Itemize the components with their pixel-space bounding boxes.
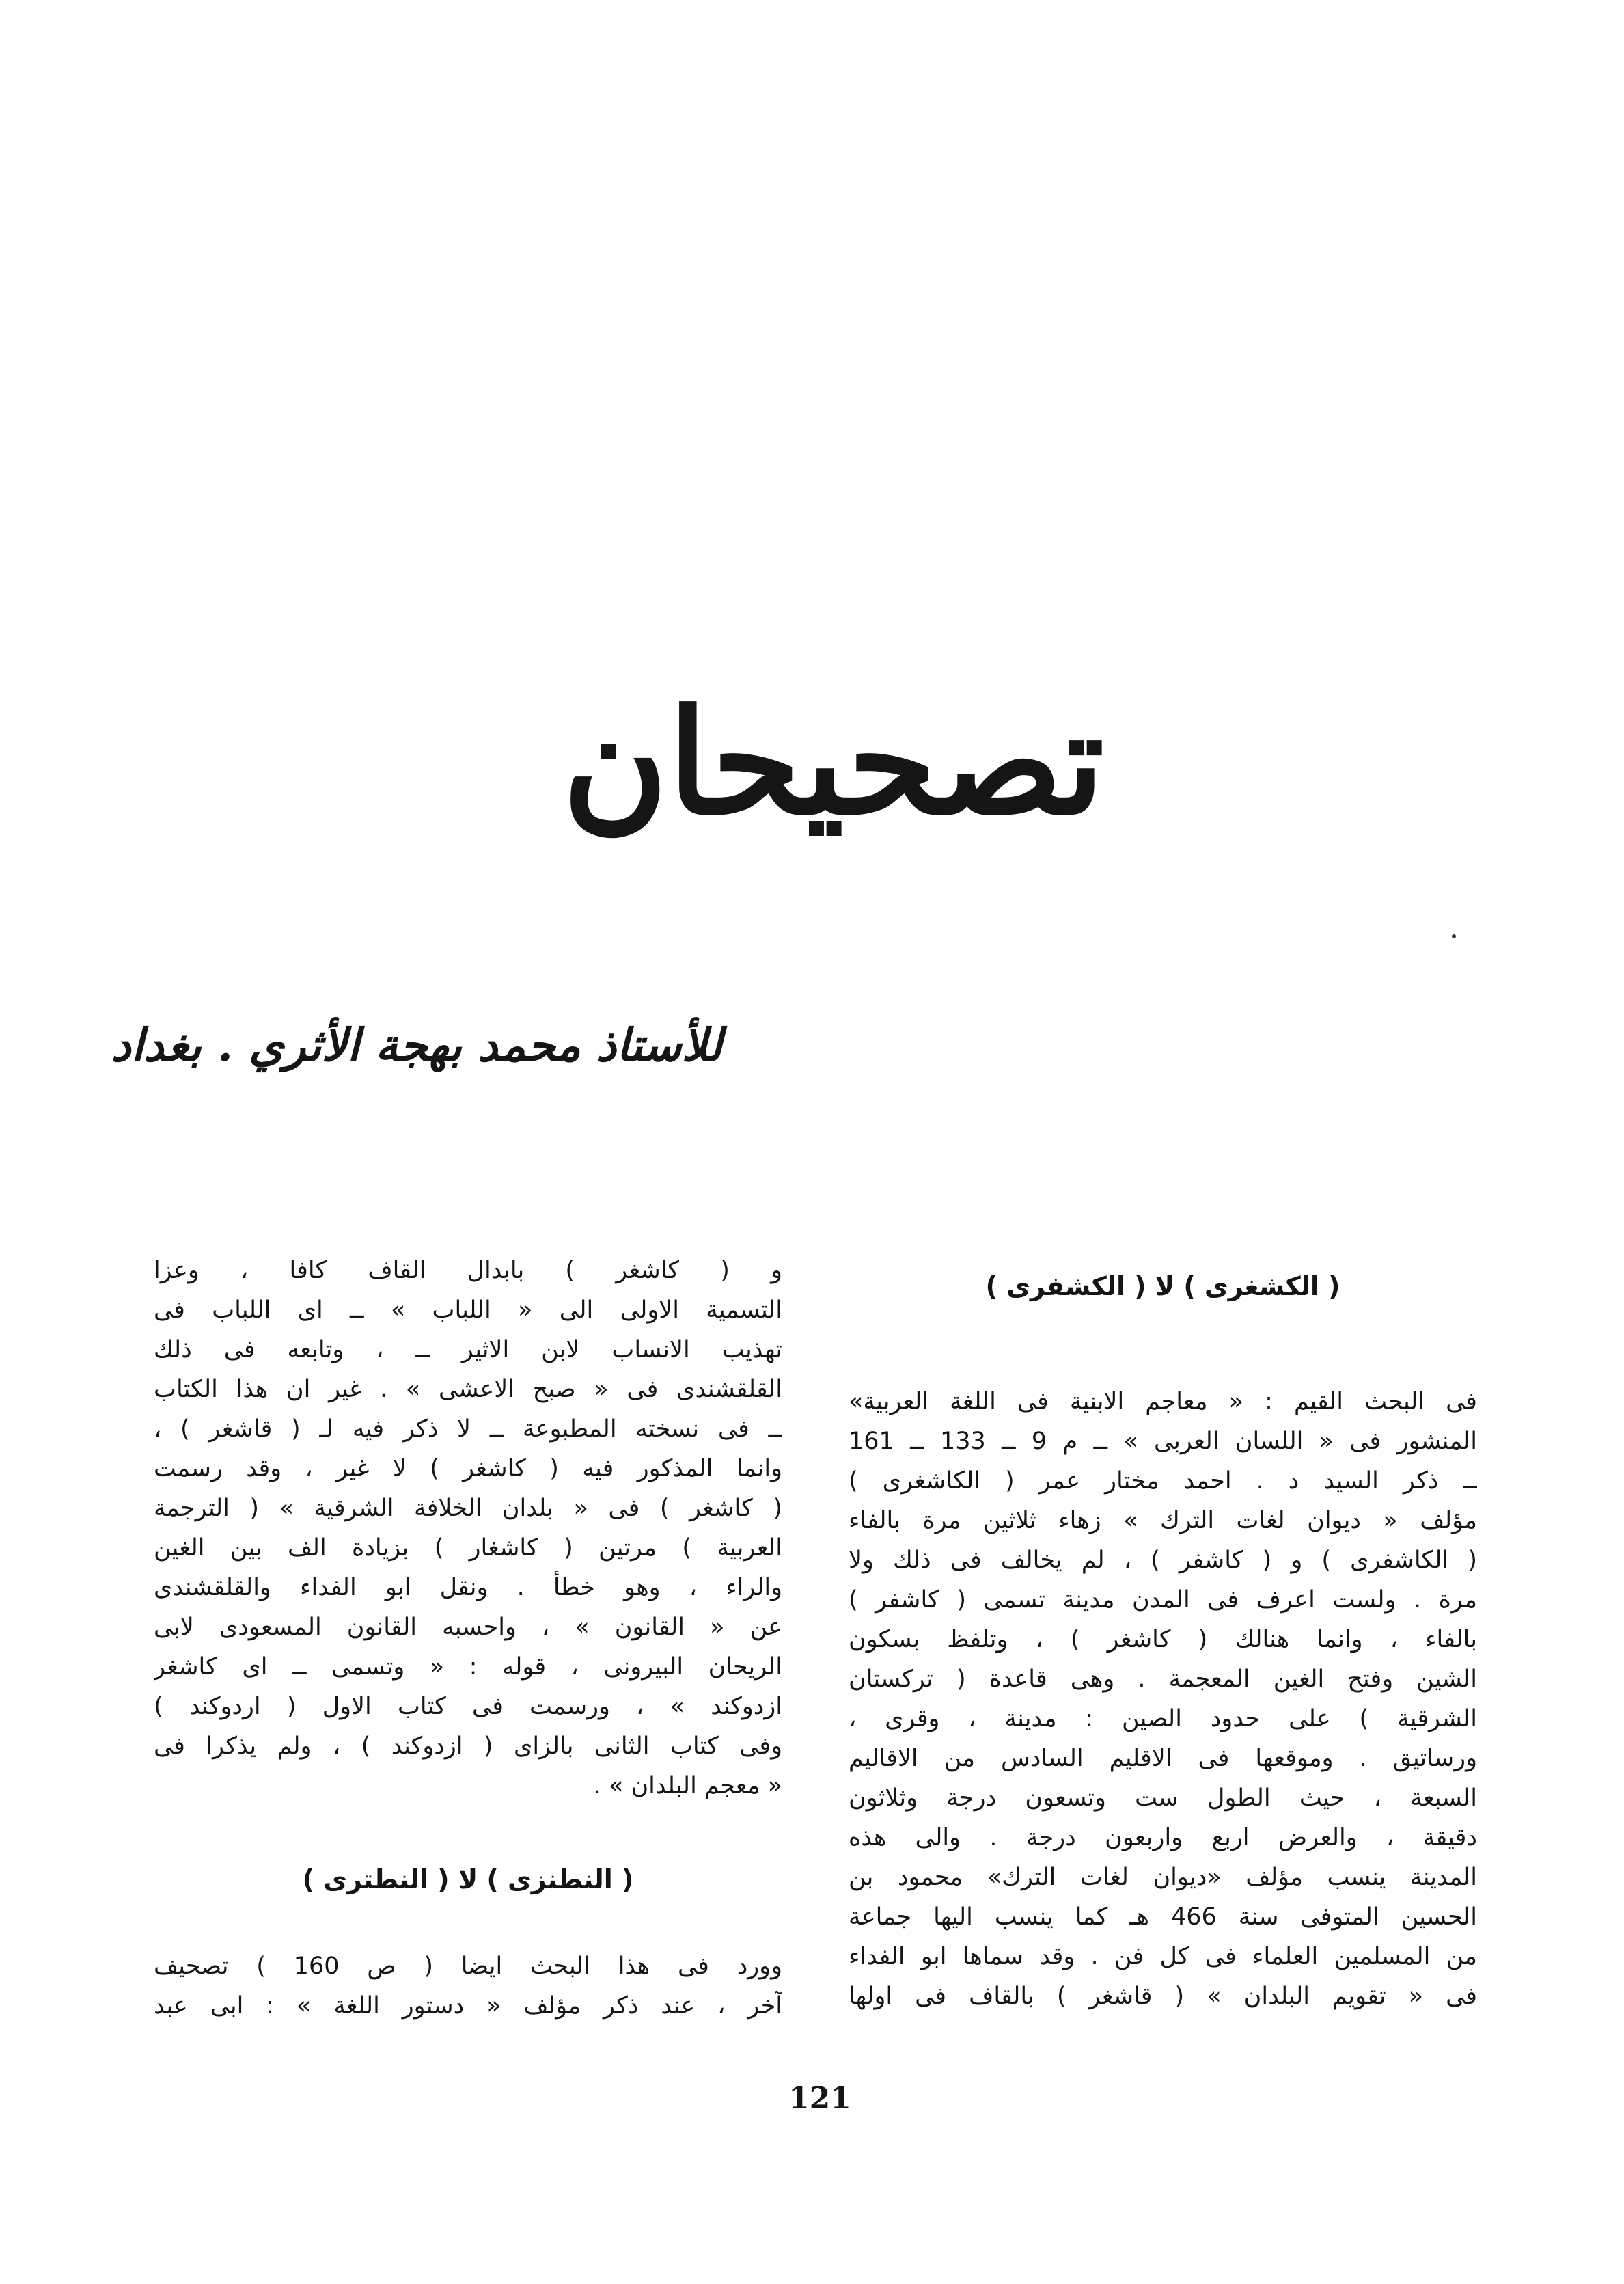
text-line: الشين وفتح الغين المعجمة . وهى قاعدة ( تركستان — [849, 1666, 1477, 1693]
text-line: فى البحث القيم : « معاجم الابنية فى اللغة العربية» — [849, 1388, 1477, 1415]
text-line: ورساتيق . وموقعها فى الاقليم السادس من الاقاليم — [849, 1745, 1477, 1772]
text-line: السبعة ، حيث الطول ست وتسعون درجة وثلاثون — [849, 1784, 1477, 1812]
text-line: مؤلف « ديوان لغات الترك » زهاء ثلاثين مرة بالفاء — [849, 1507, 1477, 1534]
text-line: مرة . ولست اعرف فى المدن مدينة تسمى ( كاشفر ) — [849, 1586, 1477, 1614]
text-line: وورد فى هذا البحث ايضا ( ص 160 ) تصحيف — [154, 1953, 782, 1980]
text-line: التسمية الاولى الى « اللباب » ــ اى اللباب فى — [154, 1296, 782, 1324]
text-line: العربية ) مرتين ( كاشغار ) بزيادة الف بين الغين — [154, 1534, 782, 1562]
text-line: وفى كتاب الثانى بالزاى ( ازدوكند ) ، ولم يذكرا فى — [154, 1732, 782, 1760]
page-number: 121 — [788, 2081, 851, 2116]
text-line: من المسلمين العلماء فى كل فن . وقد سماها ابو الفداء — [849, 1943, 1477, 1970]
text-line: تهذيب الانساب لابن الاثير ــ ، وتابعه فى ذلك — [154, 1336, 782, 1363]
text-line: دقيقة ، والعرض اربع واربعون درجة . والى هذه — [849, 1824, 1477, 1851]
text-line: ( الكاشفرى ) و ( كاشفر ) ، لم يخالف فى ذلك ولا — [849, 1547, 1477, 1574]
text-line: بالفاء ، وانما هنالك ( كاشغر ) ، وتلفظ بسكون — [849, 1626, 1477, 1653]
text-line: فى « تقويم البلدان » ( قاشغر ) بالقاف فى اولها — [849, 1983, 1477, 2010]
text-line: ــ ذكر السيد د . احمد مختار عمر ( الكاشغرى ) — [849, 1467, 1477, 1495]
left-column-text — [154, 1251, 782, 1806]
text-line: « معجم البلدان » . — [593, 1772, 782, 1799]
text-line: الحسين المتوفى سنة 466 هـ كما ينسب اليها جماعة — [849, 1903, 1477, 1931]
text-line: ازدوكند » ، ورسمت فى كتاب الاول ( اردوكند ) — [154, 1693, 782, 1720]
section-heading-kashghari: ( الكشغرى ) لا ( الكشفرى ) — [985, 1271, 1340, 1301]
text-line: ( كاشغر ) فى « بلدان الخلافة الشرقية » ( الترجمة — [154, 1495, 782, 1522]
article-author: للأستاذ محمد بهجة الأثري . بغداد — [111, 1018, 722, 1072]
text-line: الريحان البيرونى ، قوله : « وتسمى ــ اى كاشغر — [154, 1653, 782, 1681]
text-line: والراء ، وهو خطأ . ونقل ابو الفداء والقلقشندى — [154, 1574, 782, 1601]
text-line: آخر ، عند ذكر مؤلف « دستور اللغة » : ابى عبد — [154, 1992, 782, 2020]
text-line: المدينة ينسب مؤلف «ديوان لغات الترك» محمود بن — [849, 1864, 1477, 1891]
text-line: وانما المذكور فيه ( كاشغر ) لا غير ، وقد رسمت — [154, 1455, 782, 1482]
text-line: القلقشندى فى « صبح الاعشى » . غير ان هذا الكتاب — [154, 1376, 782, 1403]
text-line: و ( كاشغر ) بابدال القاف كافا ، وعزا — [154, 1257, 782, 1284]
left-column — [154, 1251, 782, 2026]
section-heading-natanzi: ( النطنزى ) لا ( النطترى ) — [302, 1864, 634, 1894]
page-speck — [1452, 934, 1456, 938]
text-line: المنشور فى « اللسان العربى » ــ م 9 ــ 133 ــ 161 — [849, 1428, 1477, 1455]
right-column — [849, 1251, 1477, 2016]
article-title: تصحيحان — [562, 678, 1105, 847]
text-line: ــ فى نسخته المطبوعة ــ لا ذكر فيه لـ ( قاشغر ) ، — [154, 1415, 782, 1443]
right-column-text — [849, 1382, 1477, 2016]
text-line: عن « القانون » ، واحسبه القانون المسعودى لابى — [154, 1614, 782, 1641]
left-column-text-continued — [154, 1946, 782, 2026]
text-line: الشرقية ) على حدود الصين : مدينة ، وقرى ، — [849, 1705, 1477, 1732]
